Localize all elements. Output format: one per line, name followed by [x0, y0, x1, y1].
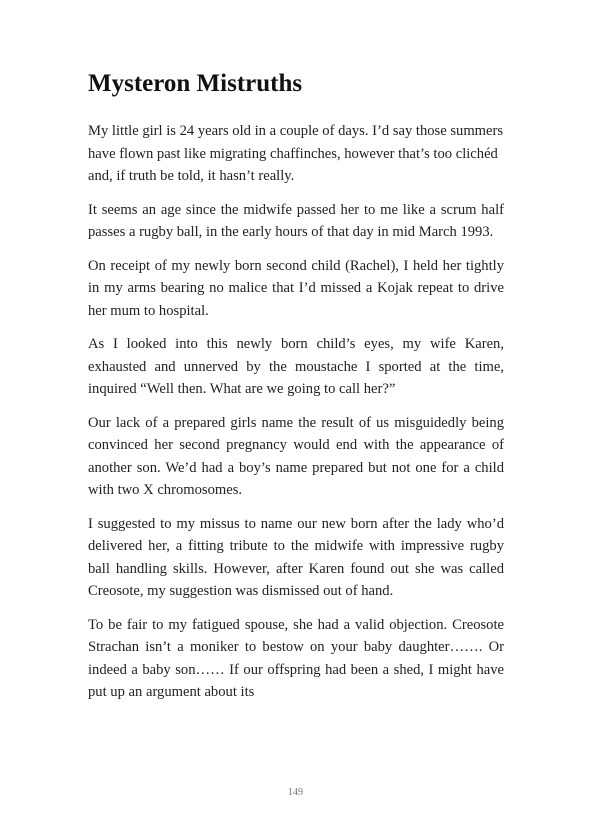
- paragraph-3: On receipt of my newly born second child (Rachel), I held her tightly in my arms bearing no malice that I’d missed a Kojak repeat to drive her mum to hospital.: [88, 257, 504, 319]
- paragraph-1: My little girl is 24 years old in a couple of days. I’d say those summers have flown past like migrating chaffinches, however that’s too clichéd and, if truth be told, it hasn’t really.: [88, 123, 504, 184]
- page-number: 149: [288, 787, 303, 798]
- chapter-title: Mysteron Mistruths: [88, 70, 303, 97]
- paragraph-6: I suggested to my missus to name our new born after the lady who’d delivered her, a fitting tribute to the midwife with impressive rugby ball handling skills. However, after Karen found out she was called Creosote, my suggestion was dismissed out of hand.: [88, 515, 504, 599]
- paragraph-7: To be fair to my fatigued spouse, she had a valid objection. Creosote Strachan isn’t a moniker to bestow on your baby daughter……. Or indeed a baby son…… If our offspring had been a shed, I might have put up an argument about its: [88, 616, 504, 700]
- paragraph-2: It seems an age since the midwife passed her to me like a scrum half passes a rugby ball, in the early hours of that day in mid March 1993.: [88, 201, 504, 240]
- chapter-body: [88, 120, 504, 715]
- paragraph-5: Our lack of a prepared girls name the result of us misguidedly being convinced her second pregnancy would end with the appearance of another son. We’d had a boy’s name prepared but not one for a child with two X chromosomes.: [88, 414, 504, 498]
- paragraph-4: As I looked into this newly born child’s eyes, my wife Karen, exhausted and unnerved by the moustache I sported at the time, inquired “Well then. What are we going to call her?”: [88, 336, 504, 397]
